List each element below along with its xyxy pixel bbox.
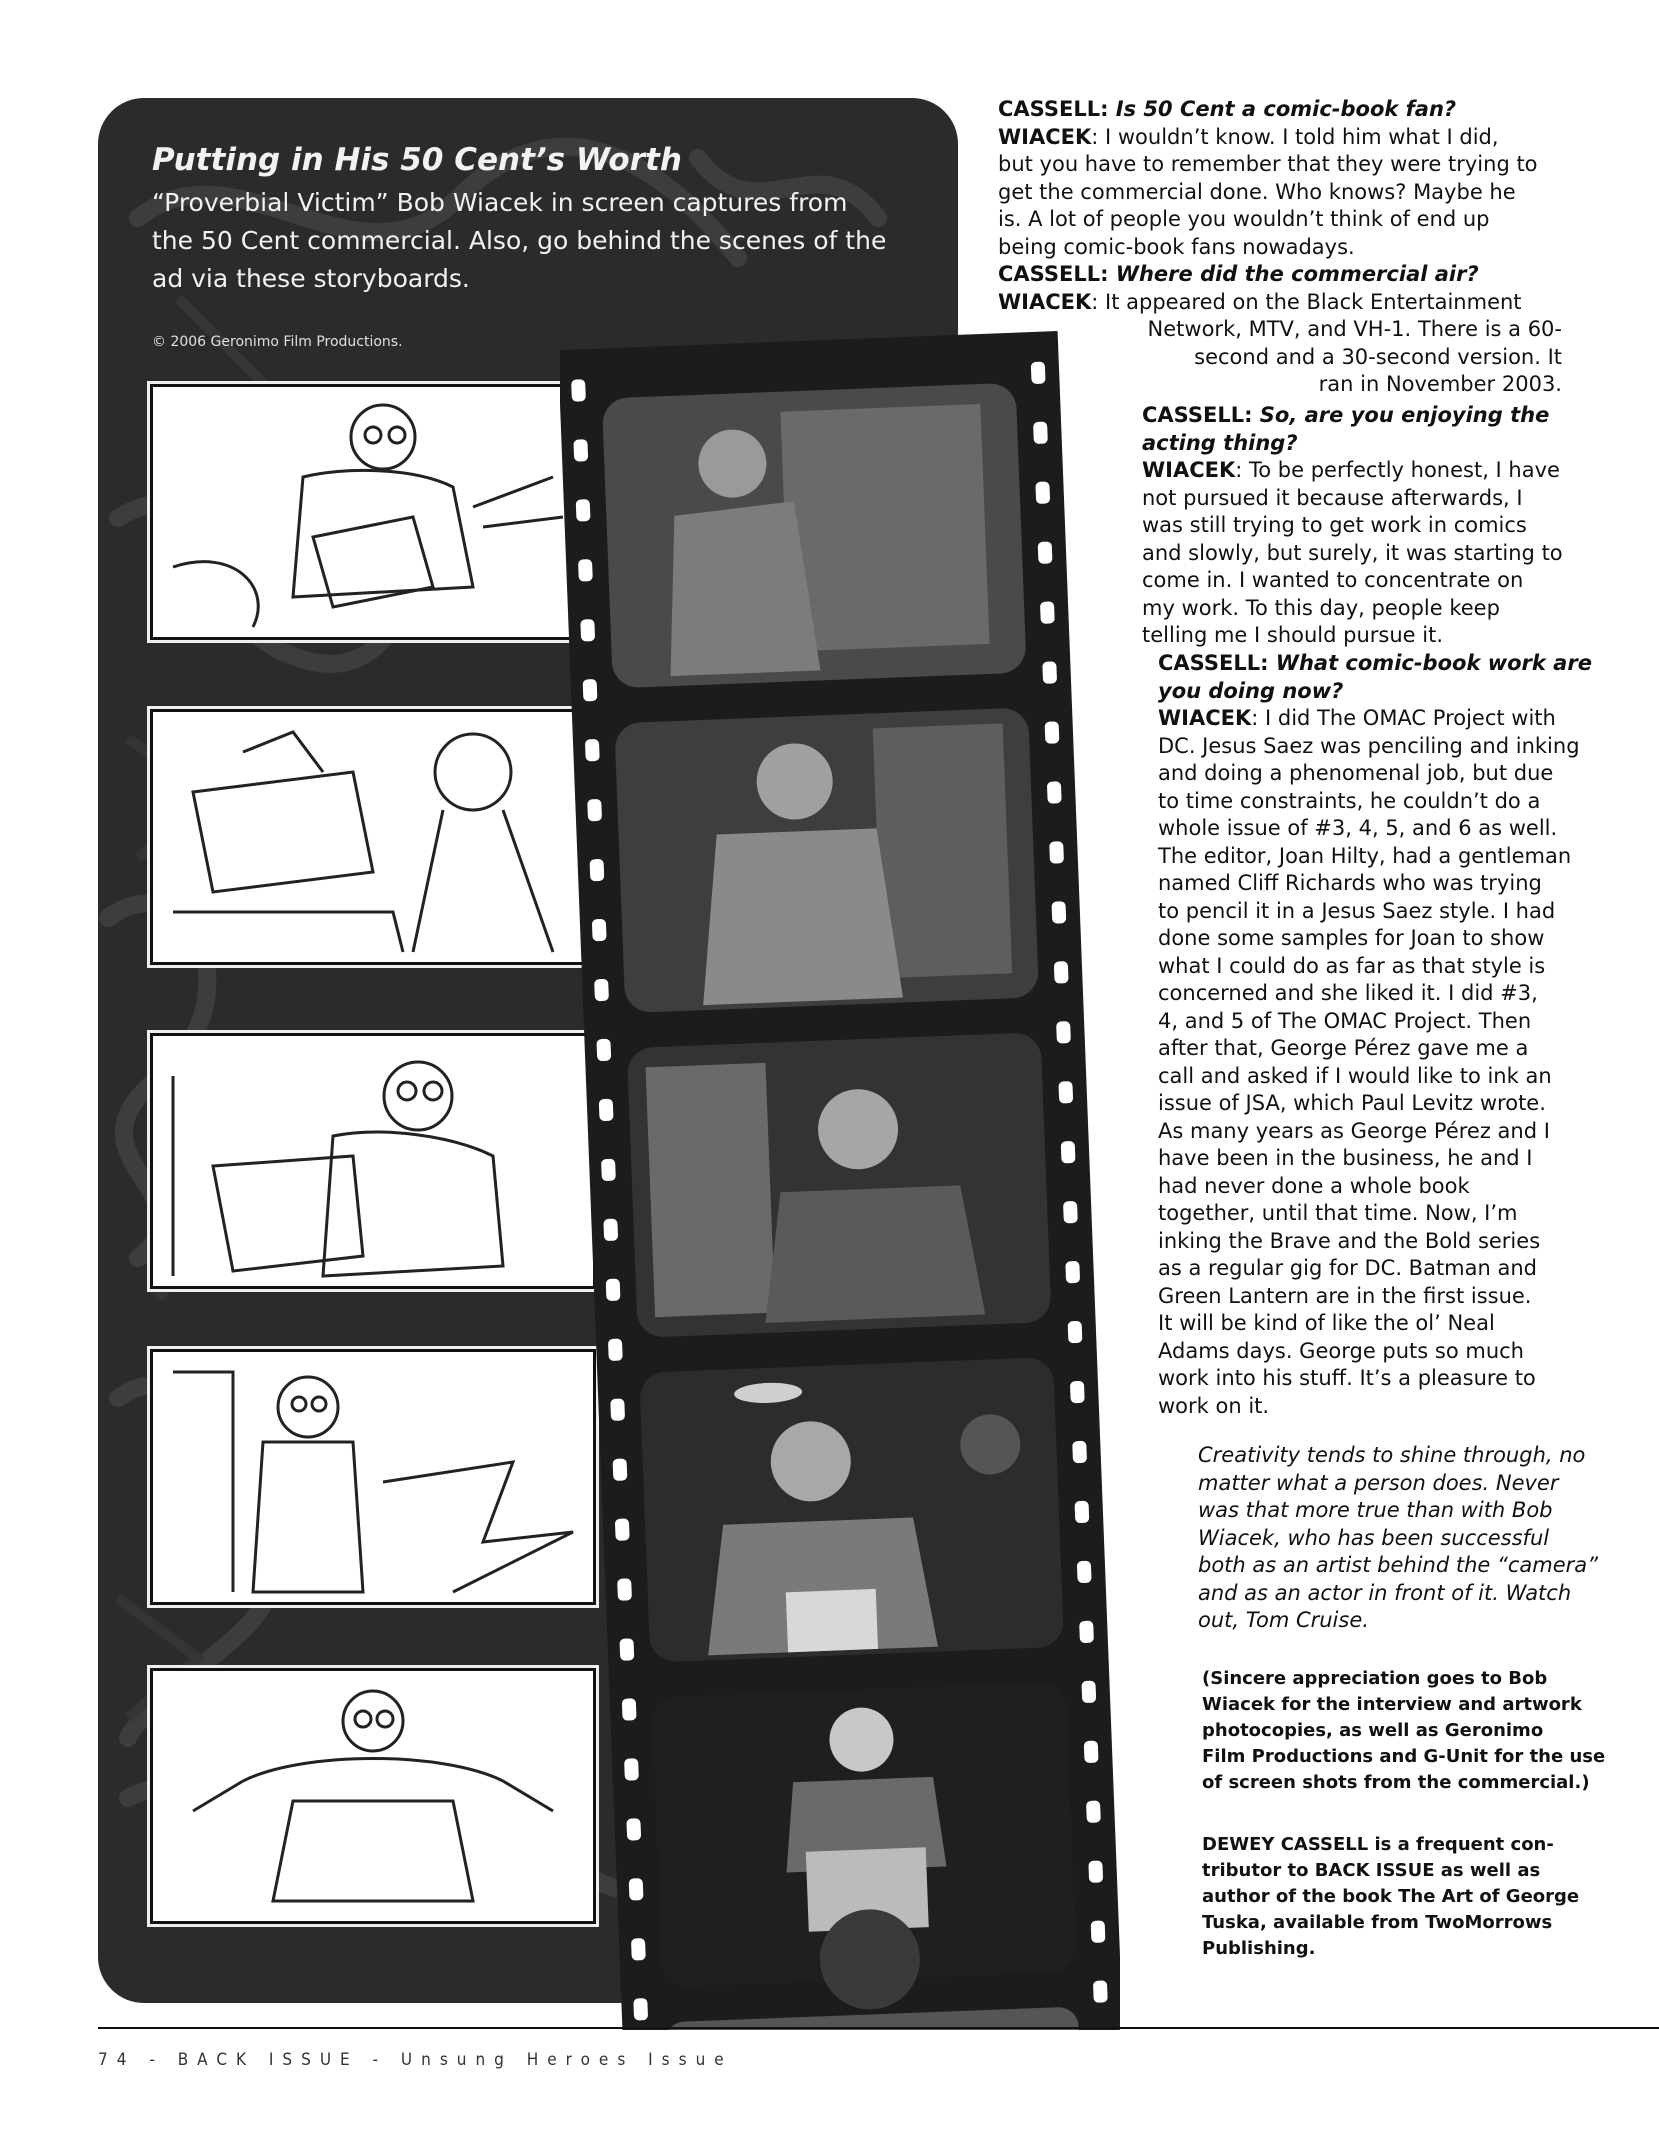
storyboard-sketch-2 (153, 712, 593, 962)
interview-line: is. A lot of people you wouldn’t think of end up (998, 207, 1490, 231)
interview-line: Adams days. George puts so much (1158, 1338, 1524, 1363)
question-text: What comic-book work are (1275, 651, 1592, 675)
page-footer: 74 - BACK ISSUE - Unsung Heroes Issue (98, 2050, 733, 2070)
interview-line: call and asked if I would like to ink an (1158, 1063, 1552, 1088)
answer-text: : To be perfectly honest, I have (1235, 458, 1560, 482)
interview-line: concerned and she liked it. I did #3, (1158, 981, 1538, 1005)
storyboard-sketch-3 (153, 1036, 593, 1286)
interview-line-q1 (998, 96, 1558, 124)
thanks-line: (Sincere appreciation goes to Bob (1202, 1668, 1548, 1689)
answer-text: : I wouldn’t know. I told him what I did, (1091, 124, 1499, 149)
interview-q4 (1158, 650, 1592, 1420)
caption-line: ad via these storyboards. (152, 264, 470, 293)
interview-line: have been in the business, he and I (1158, 1146, 1533, 1170)
interview-line: what I could do as far as that style is (1158, 953, 1546, 978)
interview-line: whole issue of #3, 4, 5, and 6 as well. (1158, 816, 1558, 840)
interview-network (1122, 316, 1562, 399)
interview-line: work on it. (1158, 1393, 1270, 1418)
interview-line-q2 (998, 261, 1558, 289)
speaker-label: CASSELL (1142, 403, 1245, 427)
copyright-notice: © 2006 Geronimo Film Productions. (152, 334, 403, 350)
interview-line: together, until that time. Now, I’m (1158, 1201, 1518, 1225)
thanks-line: Film Productions and G-Unit for the use (1202, 1746, 1606, 1767)
interview-line: as a regular gig for DC. Batman and (1158, 1256, 1538, 1280)
answer-text: : It appeared on the Black Entertainment (1091, 289, 1522, 314)
speaker-label: CASSELL (1158, 651, 1261, 675)
interview-line: come in. I wanted to concentrate on (1142, 568, 1524, 592)
interview-line: CASSELL: What comic-book work are (1158, 651, 1592, 675)
caption-title: Putting in His 50 Cent’s Worth (152, 142, 682, 178)
caption-line: the 50 Cent commercial. Also, go behind the scenes of the (152, 226, 887, 255)
interview-line: but you have to remember that they were trying to (998, 152, 1538, 176)
interview-line: The editor, Joan Hilty, had a gentleman (1158, 843, 1572, 868)
interview-line: get the commercial done. Who knows? Maybe he (998, 179, 1516, 204)
film-frame-2 (614, 707, 1039, 1013)
speaker-label: WIACEK (998, 124, 1092, 149)
speaker-label: CASSELL (998, 262, 1101, 286)
caption-line: “Proverbial Victim” Bob Wiacek in screen captures from (152, 188, 848, 217)
interview-line: ran in November 2003. (1318, 372, 1562, 396)
bio-line: Tuska, available from TwoMorrows (1202, 1912, 1553, 1933)
interview-line: after that, George Pérez gave me a (1158, 1036, 1529, 1060)
storyboard-sketch-1 (153, 387, 593, 637)
question-text: So, are you enjoying the (1259, 403, 1550, 427)
interview-line: named Cliff Richards who was trying (1158, 871, 1542, 895)
bio-line: DEWEY CASSELL is a frequent con- (1202, 1834, 1554, 1855)
speaker-label: WIACEK (998, 289, 1092, 314)
interview-line: It will be kind of like the ol’ Neal (1158, 1311, 1495, 1335)
interview-line: DC. Jesus Saez was penciling and inking (1158, 733, 1580, 758)
thanks-line: Wiacek for the interview and artwork (1202, 1694, 1582, 1715)
bio-line: author of the book The Art of George (1202, 1886, 1580, 1907)
storyboard-panel-2 (150, 709, 596, 965)
thanks-line: photocopies, as well as Geronimo (1202, 1720, 1544, 1741)
question-text: you doing now? (1158, 678, 1344, 703)
storyboard-panel-5 (150, 1668, 596, 1924)
question-text: Is 50 Cent a comic-book fan? (1115, 97, 1457, 121)
interview-line: issue of JSA, which Paul Levitz wrote. (1158, 1091, 1546, 1115)
interview-top (998, 96, 1558, 316)
speaker-label: WIACEK (1158, 706, 1252, 730)
film-frame-4 (639, 1357, 1064, 1663)
closing-paragraph (1198, 1442, 1599, 1635)
question-text: acting thing? (1142, 430, 1298, 455)
footer-rule (98, 2027, 1659, 2029)
author-bio (1202, 1832, 1580, 1962)
speaker-label: CASSELL (998, 97, 1101, 121)
closing-line: Wiacek, who has been successful (1198, 1525, 1550, 1550)
thanks-line: of screen shots from the commercial.) (1202, 1772, 1590, 1793)
interview-line-a2 (998, 289, 1558, 317)
bio-line: tributor to BACK ISSUE as well as (1202, 1860, 1541, 1881)
interview-line: to time constraints, he couldn’t do a (1158, 788, 1541, 813)
answer-text: : I did The OMAC Project with (1251, 706, 1556, 730)
interview-line: had never done a whole book (1158, 1173, 1470, 1198)
film-frame-1 (602, 383, 1027, 689)
interview-line: telling me I should pursue it. (1142, 623, 1444, 647)
film-frame-5 (652, 1682, 1078, 2018)
interview-line (1158, 705, 1568, 733)
interview-line: Network, MTV, and VH-1. There is a 60- (1147, 317, 1562, 341)
storyboard-panel-4 (150, 1349, 596, 1605)
interview-line: As many years as George Pérez and I (1158, 1118, 1550, 1143)
interview-line: work into his stuff. It’s a pleasure to (1158, 1366, 1536, 1390)
speaker-colon: : (1100, 97, 1116, 121)
interview-line: 4, and 5 of The OMAC Project. Then (1158, 1008, 1532, 1033)
closing-line: and as an actor in front of it. Watch (1198, 1580, 1572, 1605)
closing-line: both as an artist behind the “camera” (1198, 1553, 1599, 1577)
speaker-label: WIACEK (1142, 458, 1236, 482)
closing-line: Creativity tends to shine through, no (1198, 1443, 1586, 1467)
interview-line: was still trying to get work in comics (1142, 513, 1527, 537)
interview-line: and slowly, but surely, it was starting to (1142, 540, 1563, 565)
film-strip (560, 330, 1120, 2030)
interview-line (1142, 457, 1562, 485)
caption-body (152, 184, 932, 298)
interview-line: to pencil it in a Jesus Saez style. I had (1158, 898, 1556, 923)
interview-q3 (1142, 402, 1562, 650)
storyboard-panel-1 (150, 384, 596, 640)
interview-line: inking the Brave and the Bold series (1158, 1228, 1541, 1253)
interview-line-a1 (998, 124, 1558, 152)
interview-line: Green Lantern are in the first issue. (1158, 1283, 1532, 1308)
question-text: Where did the commercial air? (1115, 262, 1479, 286)
bio-line: Publishing. (1202, 1938, 1316, 1959)
interview-line: CASSELL: So, are you enjoying the (1142, 403, 1550, 427)
interview-line: my work. To this day, people keep (1142, 595, 1500, 620)
storyboard-sketch-5 (153, 1671, 593, 1921)
closing-line: matter what a person does. Never (1198, 1470, 1559, 1495)
storyboard-sketch-4 (153, 1352, 593, 1602)
interview-line: done some samples for Joan to show (1158, 926, 1545, 950)
speaker-colon: : (1100, 262, 1116, 286)
interview-line: and doing a phenomenal job, but due (1158, 761, 1554, 785)
closing-line: was that more true than with Bob (1198, 1498, 1553, 1522)
film-frame-3 (627, 1032, 1052, 1338)
storyboard-panel-3 (150, 1033, 596, 1289)
sidebar-caption (152, 142, 932, 298)
interview-line: not pursued it because afterwards, I (1142, 485, 1523, 510)
interview-line: being comic-book fans nowadays. (998, 234, 1355, 259)
acknowledgment (1202, 1666, 1606, 1796)
closing-line: out, Tom Cruise. (1198, 1608, 1369, 1632)
interview-line: second and a 30-second version. It (1194, 344, 1562, 369)
